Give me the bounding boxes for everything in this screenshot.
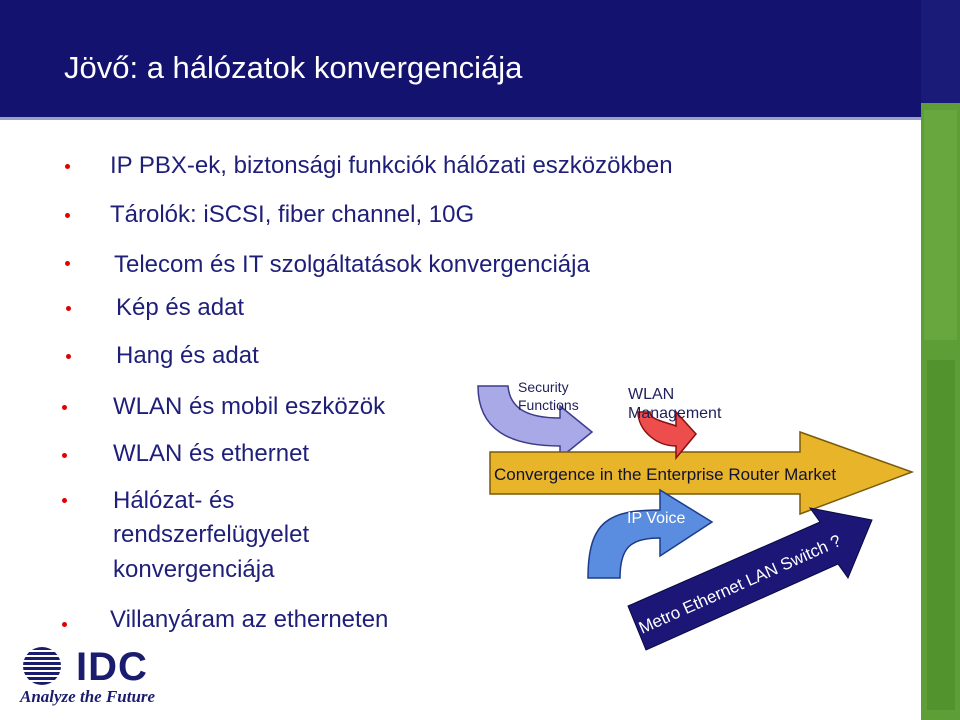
idc-tagline: Analyze the Future [20, 687, 156, 706]
list-item: Telecom és IT szolgáltatások konvergenciája [114, 251, 590, 278]
bullet-marker [66, 306, 71, 311]
bullet-marker [65, 164, 70, 169]
list-item: Hang és adat [116, 342, 259, 369]
list-item: WLAN és ethernet [113, 440, 310, 467]
bullet-marker [66, 354, 71, 359]
idc-logo-text: IDC [76, 645, 148, 689]
metro-label: Metro Ethernet LAN Switch ? [635, 531, 844, 638]
bullet-marker [62, 405, 67, 410]
bullet-marker [65, 213, 70, 218]
list-item: Hálózat- és [113, 487, 235, 514]
ip-voice-label: IP Voice [627, 510, 686, 527]
wlan-label-line2: Management [628, 405, 722, 422]
list-item: IP PBX-ek, biztonsági funkciók hálózati eszközökben [110, 152, 673, 179]
ip-voice-arrow [588, 490, 712, 578]
list-item: Kép és adat [116, 294, 245, 321]
list-item-continuation: rendszerfelügyelet [113, 521, 310, 548]
right-decorative-strip [921, 0, 960, 720]
list-item: Tárolók: iSCSI, fiber channel, 10G [110, 201, 475, 228]
convergence-diagram [470, 360, 920, 660]
bullet-marker [62, 498, 67, 503]
list-item: Villanyáram az etherneten [110, 606, 389, 633]
list-item: WLAN és mobil eszközök [113, 393, 386, 420]
wlan-label-line1: WLAN [628, 386, 675, 403]
bullet-marker [65, 261, 70, 266]
bullet-marker [62, 453, 67, 458]
page-title: Jövő: a hálózatok konvergenciája [64, 50, 523, 85]
list-item-continuation: konvergenciája [113, 556, 275, 583]
security-label-line2: Functions [518, 397, 579, 413]
bullet-marker [62, 622, 67, 627]
security-label-line1: Security [518, 379, 569, 395]
main-arrow-label: Convergence in the Enterprise Router Market [494, 465, 837, 484]
